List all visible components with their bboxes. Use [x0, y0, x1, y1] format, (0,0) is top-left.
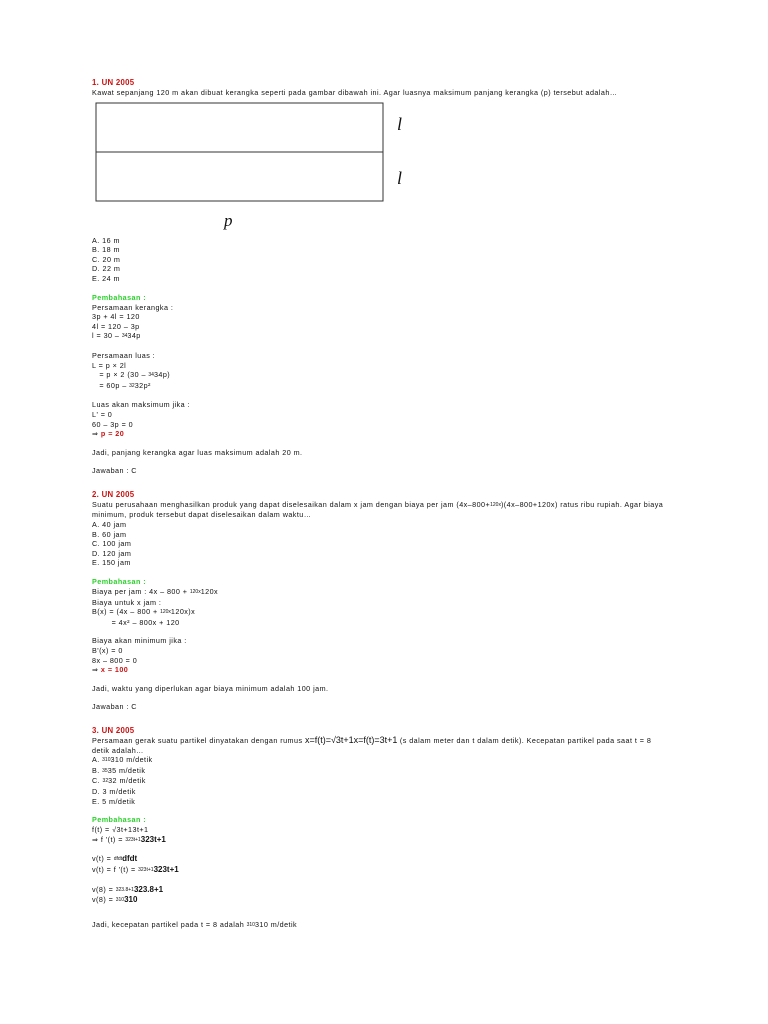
- q2-result: x = 100: [100, 665, 129, 675]
- q3-question-part-b: (s dalam meter dan t dalam detik). Kecepatan partikel pada saat t = 8 detik adalah…: [92, 735, 652, 755]
- q2-option-b: B. 60 jam: [92, 529, 127, 539]
- opt-c-fraction-raw: 32: [102, 778, 109, 785]
- spacer: [92, 457, 692, 466]
- spacer: [92, 876, 692, 885]
- v4-part-b: 310: [124, 895, 138, 905]
- q1-m3: [92, 429, 692, 439]
- v4-part-a: v(8) =: [92, 895, 116, 905]
- q3-question: [92, 736, 667, 755]
- opt-a-prefix: A.: [92, 755, 103, 765]
- q3-option-a: [92, 755, 692, 766]
- q2-b3: [92, 607, 692, 618]
- q1-maksimum-label: Luas akan maksimum jika :: [92, 400, 190, 410]
- spacer: [92, 906, 692, 920]
- arrow-implies: ⇒: [92, 665, 101, 675]
- q2-pembahasan-label: Pembahasan :: [92, 577, 147, 587]
- q3-v4: [92, 895, 692, 906]
- q2-m1: B'(x) = 0: [92, 646, 123, 655]
- v1-part-b: dfdt: [122, 854, 138, 864]
- q2-m2: 8x – 800 = 0: [92, 655, 138, 665]
- q1-luas-1: L = p × 2l: [92, 360, 127, 370]
- q1-persamaan-luas: Persamaan luas :: [92, 350, 156, 360]
- q3-option-d: D. 3 m/detik: [92, 786, 136, 796]
- spacer: [92, 476, 692, 490]
- q2-m3: [92, 665, 692, 675]
- q2-b4: = 4x² – 800x + 120: [92, 617, 180, 627]
- q2-option-d: D. 120 jam: [92, 548, 132, 558]
- v2-part-b: 323t+1: [153, 864, 179, 874]
- q1-persamaan-kerangka: Persamaan kerangka :: [92, 302, 174, 312]
- q3-conclusion: [92, 920, 692, 931]
- v3-fraction-raw: 323.8+1: [115, 886, 134, 893]
- spacer: [92, 391, 692, 400]
- q1-m2: 60 – 3p = 0: [92, 419, 134, 429]
- luas3-part-b: 32p²: [134, 380, 151, 390]
- q2-heading: 2. UN 2005: [92, 489, 135, 499]
- v2-fraction-raw: 323t+1: [138, 866, 154, 873]
- q3-f2: [92, 835, 692, 846]
- q2-question-part-b: )(4x–800+120x) ratus ribu rupiah. Agar biaya minimum, produk tersebut dapat diselesaikan dalam waktu…: [92, 499, 664, 520]
- arrow-implies: ⇒: [92, 429, 101, 439]
- spacer: [92, 806, 692, 815]
- q2-option-a: A. 40 jam: [92, 520, 127, 530]
- luas2-part-b: 34p): [153, 370, 171, 380]
- frame-diagram: [94, 102, 424, 230]
- q1-luas-2: [92, 370, 692, 381]
- eq3-part-a: l = 30 –: [92, 331, 122, 341]
- q2-b1: [92, 587, 692, 598]
- q3-conclusion-part-a: Jadi, kecepatan partikel pada t = 8 adalah: [92, 919, 247, 929]
- b1-part-b: 120x: [200, 587, 219, 597]
- q3-option-c: [92, 776, 692, 787]
- q2-jawaban: Jawaban : C: [92, 702, 137, 712]
- label-p: p: [224, 210, 233, 230]
- q1-conclusion: Jadi, panjang kerangka agar luas maksimum adalah 20 m.: [92, 447, 303, 457]
- q3-question-formula: x=f(t)=√3t+1x=f(t)=3t+1: [304, 734, 398, 745]
- v4-fraction-raw: 310: [115, 897, 125, 904]
- q1-m1: L' = 0: [92, 409, 113, 419]
- b3-fraction-raw: 120x: [160, 609, 171, 616]
- opt-a-value: 310 m/detik: [110, 755, 153, 765]
- luas2-part-a: = p × 2 (30 –: [92, 370, 149, 380]
- spacer: [92, 568, 692, 577]
- q1-option-b: B. 18 m: [92, 245, 120, 255]
- q3-heading: 3. UN 2005: [92, 725, 135, 735]
- q1-jawaban: Jawaban : C: [92, 466, 137, 476]
- q1-option-d: D. 22 m: [92, 264, 121, 274]
- q1-option-c: C. 20 m: [92, 254, 121, 264]
- q3-option-e: E. 5 m/detik: [92, 796, 136, 806]
- q1-pembahasan-label: Pembahasan :: [92, 292, 147, 302]
- luas3-part-a: = 60p –: [92, 380, 130, 390]
- q2-option-e: E. 150 jam: [92, 558, 131, 568]
- eq3-fraction-raw: 34: [121, 333, 128, 340]
- opt-b-prefix: B.: [92, 765, 103, 775]
- q3-pembahasan-label: Pembahasan :: [92, 815, 147, 825]
- v3-part-a: v(8) =: [92, 884, 116, 894]
- luas3-fraction-raw: 32: [129, 382, 135, 389]
- f2-part-b: 323t+1: [140, 834, 166, 844]
- q1-result: p = 20: [100, 429, 125, 439]
- q3-conclusion-part-b: 310 m/detik: [254, 919, 298, 929]
- q3-question-part-a: Persamaan gerak suatu partikel dinyatakan dengan rumus: [92, 735, 305, 745]
- opt-b-value: 35 m/detik: [107, 765, 146, 775]
- q1-option-e: E. 24 m: [92, 273, 120, 283]
- spacer: [92, 342, 692, 351]
- q2-question: [92, 500, 667, 520]
- q3-v1: [92, 854, 692, 865]
- opt-c-prefix: C.: [92, 776, 103, 786]
- eq3-part-b: 34p: [127, 331, 141, 341]
- q1-eq2: 4l = 120 – 3p: [92, 321, 140, 331]
- spacer: [92, 675, 692, 684]
- spacer: [92, 627, 692, 636]
- b1-part-a: Biaya per jam : 4x – 800 +: [92, 587, 190, 597]
- opt-c-value: 32 m/detik: [108, 776, 146, 786]
- q2-conclusion: Jadi, waktu yang diperlukan agar biaya minimum adalah 100 jam.: [92, 683, 329, 693]
- spacer: [92, 439, 692, 448]
- spacer: [92, 845, 692, 854]
- v3-part-b: 323.8+1: [133, 884, 164, 894]
- q2-question-part-a: Suatu perusahaan menghasilkan produk yang dapat diselesaikan dalam x jam dengan biaya per jam (4x–800+: [92, 499, 491, 509]
- v2-part-a: v(t) = f '(t) =: [92, 864, 139, 874]
- b3-part-b: 120x)x: [170, 607, 196, 617]
- q1-eq3: [92, 331, 692, 342]
- q3-v3: [92, 885, 692, 896]
- q1-frame-figure: [94, 102, 424, 230]
- q3-conclusion-fraction-raw: 310: [246, 921, 255, 928]
- b1-fraction-raw: 120x: [189, 589, 201, 596]
- q1-option-a: A. 16 m: [92, 235, 120, 245]
- q1-heading: 1. UN 2005: [92, 78, 135, 87]
- label-l-top: l: [397, 113, 403, 134]
- q2-question-fraction-raw: 120x: [490, 501, 501, 508]
- q3-v2: [92, 865, 692, 876]
- b3-part-a: B(x) = (4x – 800 +: [92, 607, 161, 617]
- label-l-bottom: l: [397, 167, 403, 188]
- opt-b-fraction-raw: 35: [102, 767, 108, 774]
- v1-part-a: v(t) =: [92, 854, 114, 864]
- q1-eq1: 3p + 4l = 120: [92, 312, 140, 322]
- opt-a-fraction-raw: 310: [102, 757, 111, 764]
- v1-fraction-raw: dfdt: [113, 856, 123, 863]
- q2-b2: Biaya untuk x jam :: [92, 597, 162, 607]
- q1-question: Kawat sepanjang 120 m akan dibuat kerangka seperti pada gambar dibawah ini. Agar luasnya maksimum panjang kerangka (p) tersebut adalah…: [92, 88, 618, 97]
- q3-f1: f(t) = √3t+13t+1: [92, 825, 149, 835]
- q2-option-c: C. 100 jam: [92, 539, 132, 549]
- spacer: [92, 284, 692, 293]
- f2-part-a: ⇒ f '(t) =: [92, 834, 126, 844]
- document-page: [92, 78, 692, 930]
- spacer: [92, 712, 692, 726]
- f2-fraction-raw: 323t+1: [125, 836, 141, 843]
- q3-option-b: [92, 766, 692, 777]
- luas2-fraction-raw: 34: [148, 372, 154, 379]
- q2-minimum-label: Biaya akan minimum jika :: [92, 636, 187, 646]
- spacer: [92, 693, 692, 702]
- q1-luas-3: [92, 381, 692, 392]
